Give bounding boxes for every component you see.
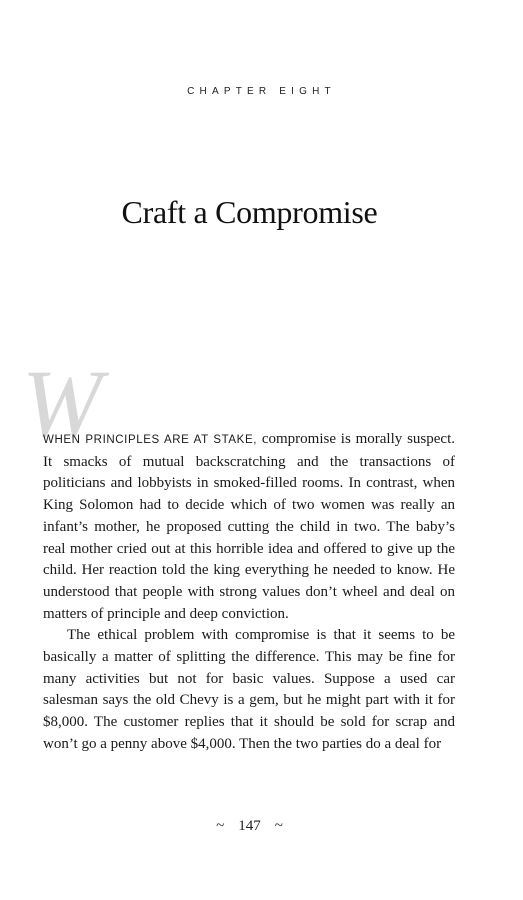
paragraph-lead-in: WHEN PRINCIPLES ARE AT STAKE, [43,434,258,446]
paragraph-1 [43,429,455,625]
chapter-label: CHAPTER EIGHT [187,86,336,97]
ornament-left: ~ [216,818,225,834]
paragraph-1-text: compromise is morally suspect. It smacks of mutual backscratching and the transactions of politicians and lobbyists in smoked-filled rooms. In contrast, when King Solomon had to decide which of two women was really an infant’s mother, he proposed cutting the child in two. The baby’s real mother cried out at this horrible idea and offered to give up the child. Her reaction told the king everything he needed to know. He understood that people with strong values don’t wheel and deal on matters of principle and deep conviction. [43,431,455,622]
page-number: 147 [238,818,261,834]
drop-cap-letter: W [22,350,102,457]
chapter-title: Craft a Compromise [121,194,378,230]
ornament-right: ~ [274,818,283,834]
paragraph-2: The ethical problem with compromise is that it seems to be basically a matter of splitting the difference. This may be fine for many activities but not for basic values. Suppose a used car salesman says the old Chevy is a gem, but he might part with it for $8,000. The customer replies that it should be sold for scrap and won’t go a penny above $4,000. Then the two parties do a deal for [43,627,455,752]
body-text [43,429,455,756]
page-footer [0,818,499,835]
